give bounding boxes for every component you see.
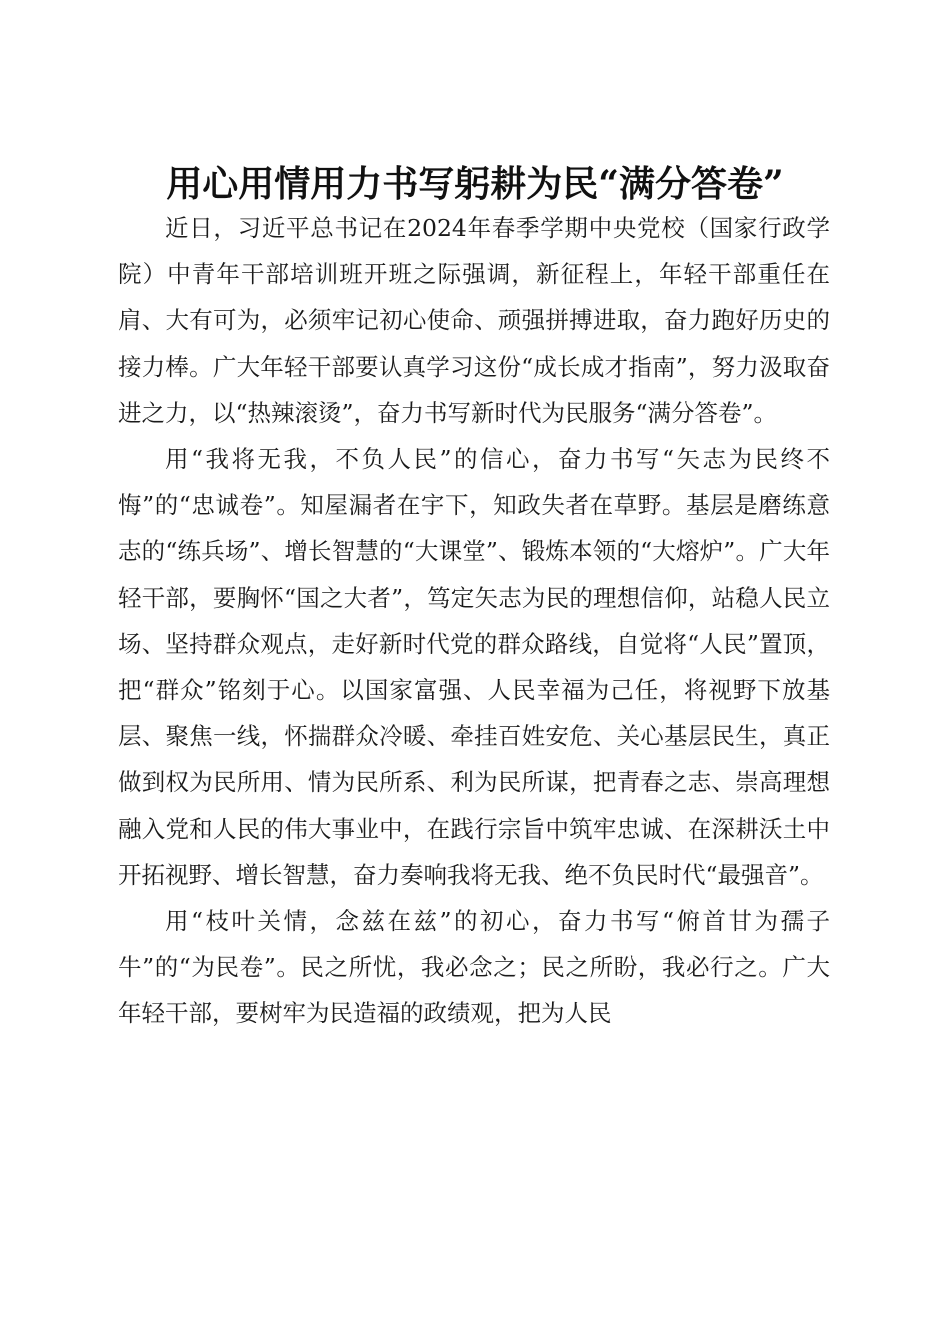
- document-title: 用心用情用力书写躬耕为民“满分答卷”: [166, 163, 784, 206]
- paragraph-2: 用“我将无我，不负人民”的信心，奋力书写“矢志为民终不悔”的“忠诚卷”。知屋漏者在宇下，知政失者在草野。基层是磨练意志的“练兵场”、增长智慧的“大课堂”、锻炼本领的“大熔炉”。广大年轻干部，要胸怀“国之大者”，笃定矢志为民的理想信仰，站稳人民立场、坚持群众观点，走好新时代党的群众路线，自觉将“人民”置顶，把“群众”铭刻于心。以国家富强、人民幸福为己任，将视野下放基层、聚焦一线，怀揣群众冷暖、牵挂百姓安危、关心基层民生，真正做到权为民所用、情为民所系、利为民所谋，把青春之志、崇高理想融入党和人民的伟大事业中，在践行宗旨中筑牢忠诚、在深耕沃土中开拓视野、增长智慧，奋力奏响我将无我、绝不负民时代“最强音”。: [118, 445, 830, 889]
- document-body: [118, 205, 830, 1037]
- paragraph-1: 近日，习近平总书记在2024年春季学期中央党校（国家行政学院）中青年干部培训班开班之际强调，新征程上，年轻干部重任在肩、大有可为，必须牢记初心使命、顽强拼搏进取，奋力跑好历史的接力棒。广大年轻干部要认真学习这份“成长成才指南”，努力汲取奋进之力，以“热辣滚烫”，奋力书写新时代为民服务“满分答卷”。: [118, 214, 830, 427]
- paragraph-3: 用“枝叶关情，念兹在兹”的初心，奋力书写“俯首甘为孺子牛”的“为民卷”。民之所忧，我必念之；民之所盼，我必行之。广大年轻干部，要树牢为民造福的政绩观，把为人民: [118, 907, 830, 1028]
